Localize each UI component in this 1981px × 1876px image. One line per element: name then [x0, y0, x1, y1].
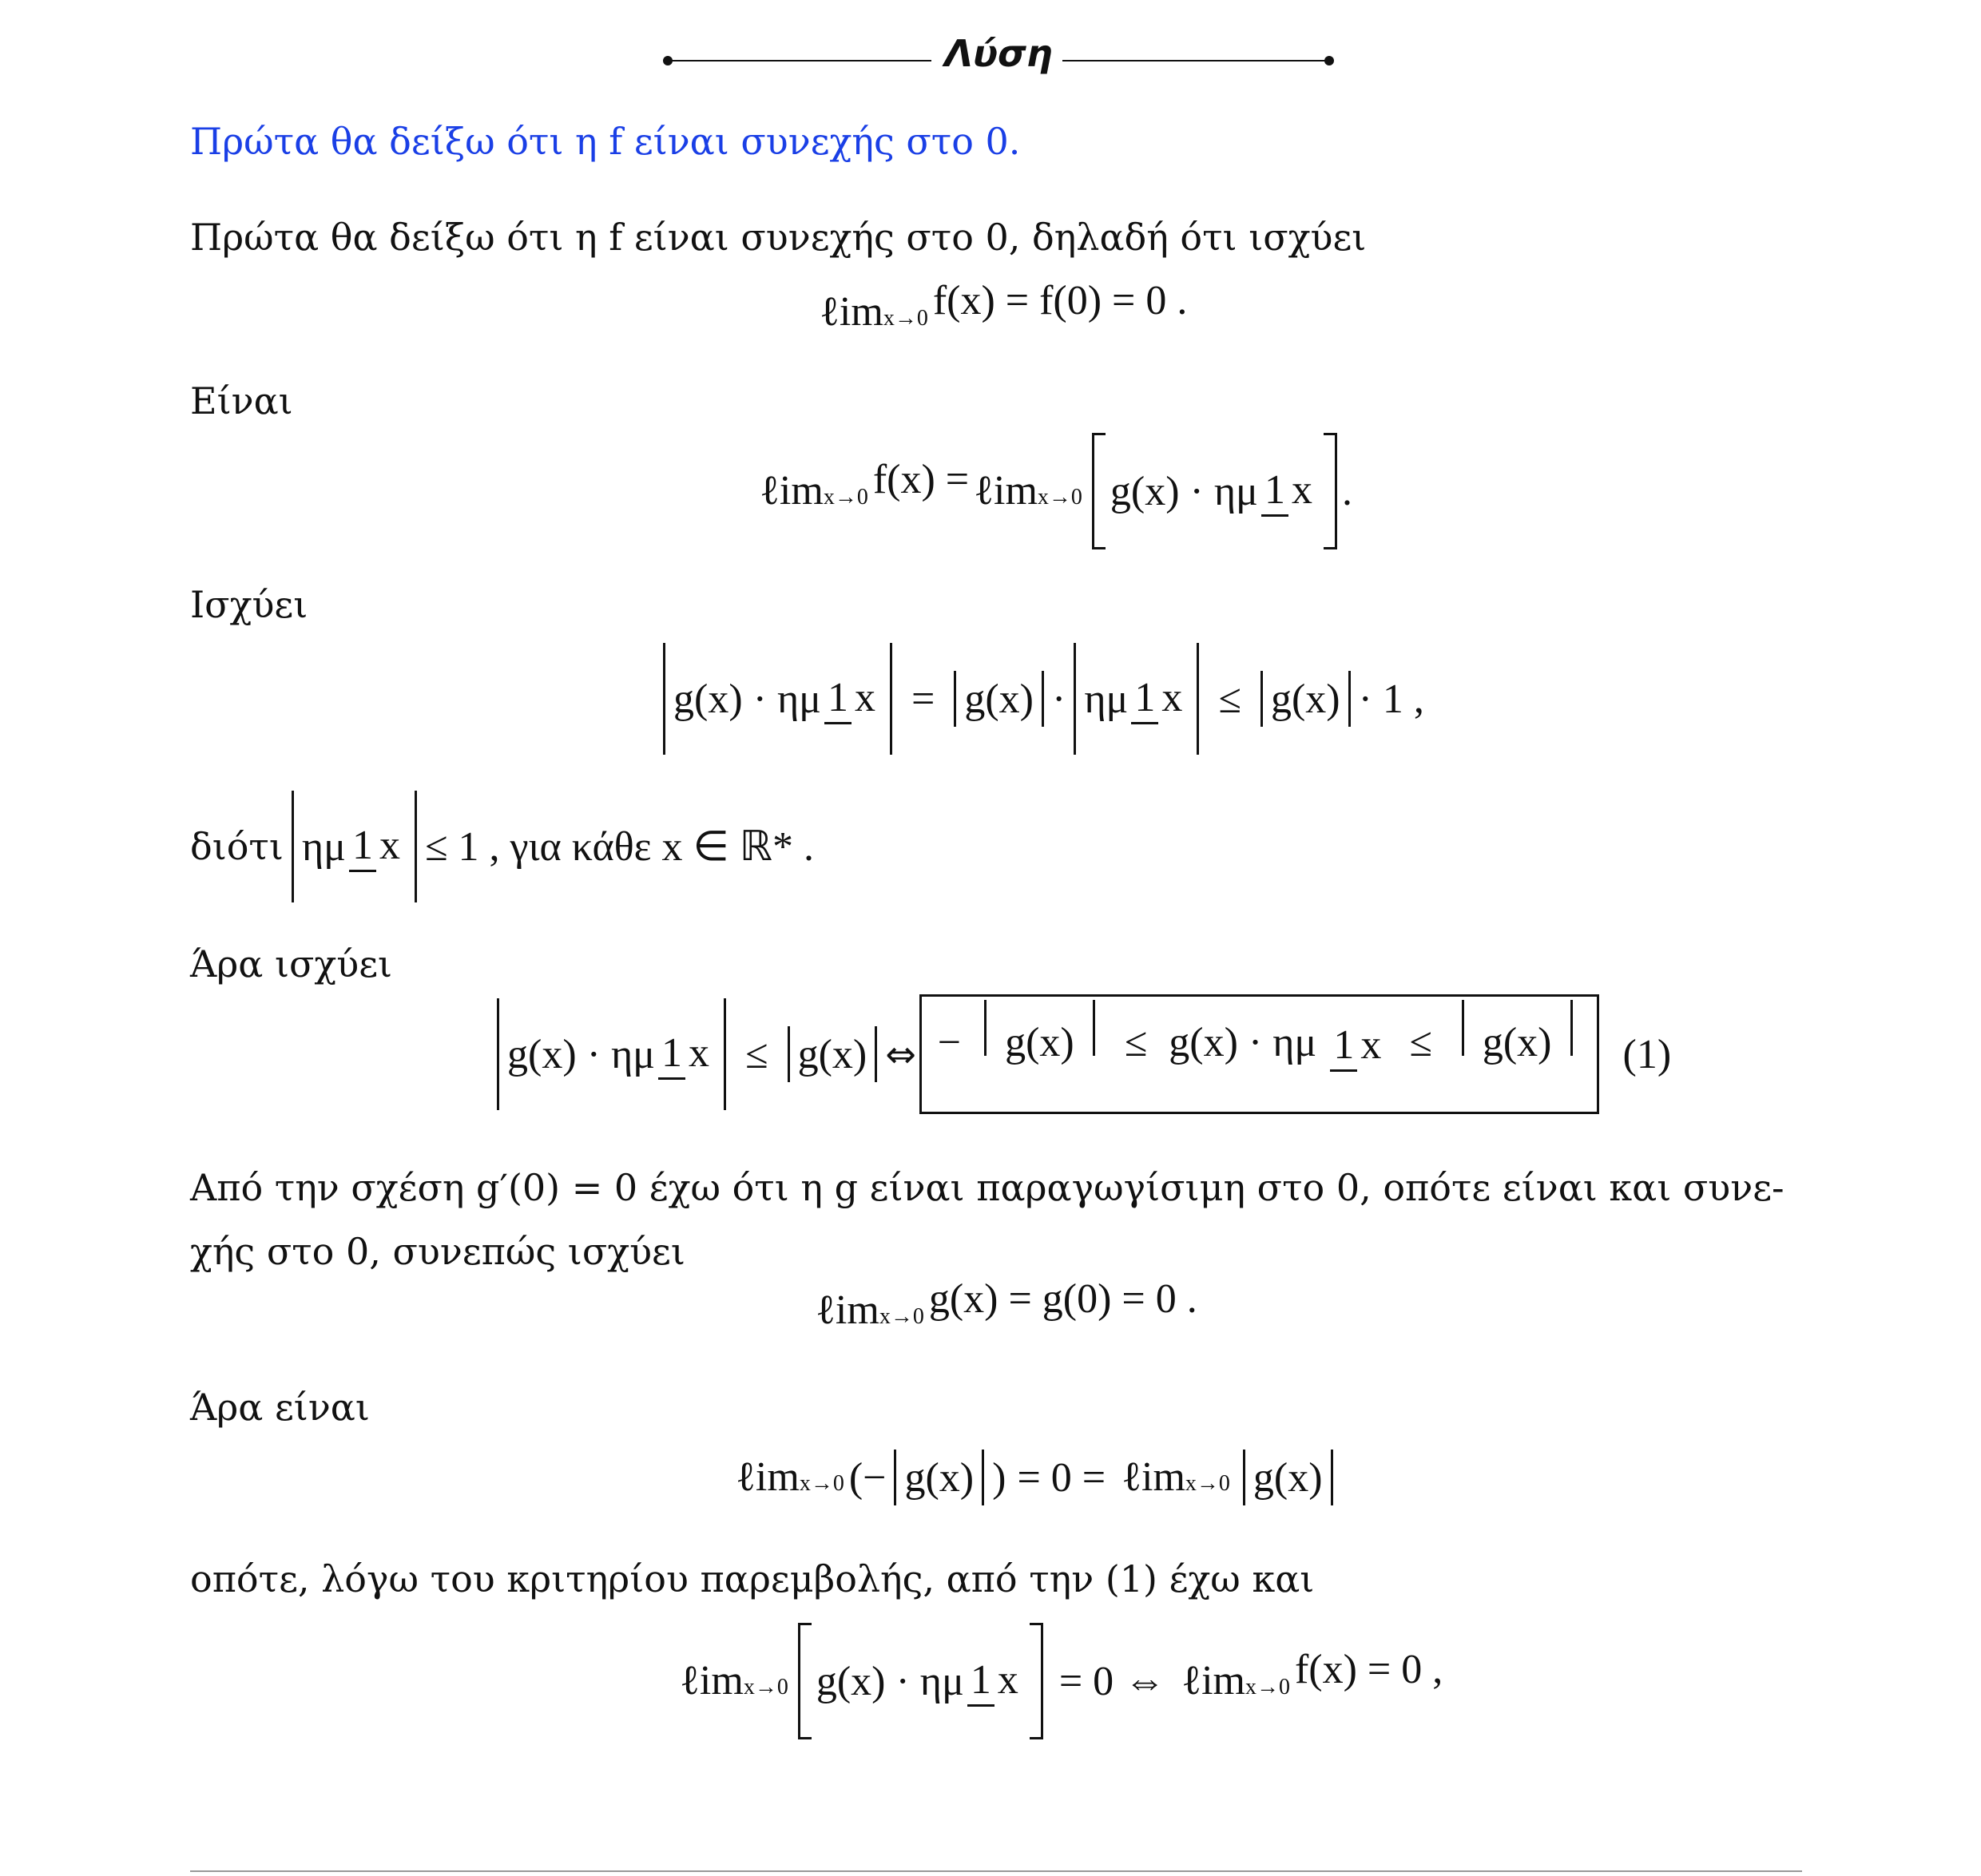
equals-zero-equals: = 0 = — [1017, 1454, 1106, 1501]
header-right-rule — [1062, 60, 1328, 61]
abs-bar — [1093, 1000, 1095, 1056]
abs-bar — [1197, 643, 1199, 755]
equation-limit-f — [815, 277, 1188, 335]
right-bracket — [1324, 433, 1337, 549]
fraction-1-over-x: 1 x — [1261, 466, 1316, 517]
eta: ημ — [301, 823, 346, 870]
equation-limit-g — [811, 1275, 1197, 1333]
abs-bar — [982, 1450, 984, 1505]
limit-operator: ℓimx→0 — [1122, 1454, 1230, 1500]
abs-bar — [1331, 1450, 1333, 1505]
abs-bar — [497, 998, 499, 1110]
abs-bar — [415, 791, 417, 902]
right-bracket — [1030, 1623, 1043, 1739]
eta: ημ — [1084, 676, 1129, 722]
limit-operator: ℓimx→0 — [974, 468, 1082, 514]
limit-operator: ℓimx→0 — [736, 1454, 844, 1500]
g-of-x: g(x) — [1482, 1020, 1552, 1065]
limit-operator: ℓimx→0 — [816, 1287, 924, 1333]
g-of-x: g(x) — [904, 1454, 975, 1501]
paragraph-6a: Από την σχέση g′(0) = 0 έχω ότι η g είναι παραγωγίσιμη στο 0, οπότε είναι και συνε- — [190, 1166, 1784, 1209]
limit-operator: ℓimx→0 — [680, 1658, 788, 1703]
fraction-1-over-x: 1 x — [1330, 1021, 1384, 1072]
left-bracket — [1092, 433, 1106, 549]
g-of-x: g(x) — [1005, 1020, 1074, 1065]
g-times-eta: g(x) · ημ — [1110, 468, 1258, 514]
g-times-eta: g(x) · ημ — [673, 676, 822, 722]
fraction-1-over-x: 1 x — [658, 1029, 713, 1080]
paragraph-1: Πρώτα θα δείξω ότι η f είναι συνεχής στο 0, δηλαδή ότι ισχύει — [190, 216, 1367, 259]
limit-operator: ℓimx→0 — [820, 289, 928, 335]
iff-symbol: ⇔ — [885, 1033, 916, 1076]
fraction-1-over-x: 1 x — [967, 1656, 1022, 1707]
equals-zero-iff: = 0 ⇔ — [1058, 1658, 1166, 1704]
boxed-inequality — [919, 994, 1599, 1114]
because-line — [190, 787, 814, 906]
leq: ≤ — [1124, 1020, 1148, 1065]
g-times-eta: g(x) · ημ — [816, 1658, 964, 1704]
period: . — [1341, 468, 1352, 514]
leq: ≤ — [1218, 676, 1241, 722]
abs-bar — [1042, 671, 1044, 727]
bottom-divider — [190, 1870, 1802, 1872]
leq: ≤ — [1409, 1020, 1432, 1065]
times-one: · 1 , — [1358, 676, 1424, 722]
abs-bar — [954, 671, 956, 727]
paragraph-2: Είναι — [190, 379, 293, 422]
header-title: Λύση — [944, 32, 1053, 75]
because-word: διότι — [190, 825, 284, 868]
intro-statement: Πρώτα θα δείξω ότι η f είναι συνεχής στο 0. — [190, 120, 1021, 163]
abs-bar — [788, 1026, 790, 1082]
left-bracket — [798, 1623, 812, 1739]
abs-bar — [663, 643, 665, 755]
abs-bar — [1260, 671, 1263, 727]
abs-bar — [984, 1000, 987, 1056]
abs-bar — [1243, 1450, 1245, 1505]
fraction-1-over-x: 1 x — [824, 674, 879, 724]
g-of-x: g(x) — [964, 676, 1034, 722]
paragraph-5: Άρα ισχύει — [190, 942, 393, 986]
equation-final-limit — [675, 1621, 1443, 1741]
equation-body: g(x) = g(0) = 0 . — [928, 1275, 1197, 1322]
paragraph-3: Ισχύει — [190, 583, 308, 626]
dot: · — [1052, 676, 1066, 722]
fraction-1-over-x: 1 x — [1131, 674, 1185, 724]
paragraph-6b: χής στο 0, συνεπώς ισχύει — [190, 1230, 685, 1273]
lhs-fx: f(x) = — [872, 456, 970, 502]
abs-bar — [894, 1450, 896, 1505]
limit-operator: ℓimx→0 — [760, 468, 868, 514]
open-paren-minus: (− — [848, 1454, 887, 1501]
close-paren: ) — [992, 1454, 1006, 1501]
abs-bar — [1570, 1000, 1573, 1056]
header-right-dot — [1324, 56, 1334, 65]
abs-bar — [890, 643, 892, 755]
g-of-x: g(x) — [1253, 1454, 1323, 1501]
minus: − — [937, 1020, 962, 1065]
equation-limit-product — [755, 431, 1352, 551]
equation-sandwich — [489, 994, 1671, 1114]
g-of-x: g(x) — [1270, 676, 1340, 722]
abs-bar — [875, 1026, 877, 1082]
abs-bar — [1348, 671, 1351, 727]
equation-abs-inequality — [655, 639, 1424, 759]
g-of-x: g(x) — [797, 1031, 867, 1077]
bound-for-all-x: ≤ 1 , για κάθε x ∈ ℝ* . — [425, 824, 814, 870]
paragraph-8: οπότε, λόγω του κριτηρίου παρεμβολής, από την (1) έχω και — [190, 1557, 1315, 1600]
abs-bar — [1074, 643, 1076, 755]
g-times-eta: g(x) · ημ — [507, 1031, 656, 1077]
abs-bar — [292, 791, 294, 902]
equals: = — [911, 676, 935, 722]
leq: ≤ — [745, 1031, 768, 1077]
solution-header — [663, 32, 1334, 88]
limit-operator: ℓimx→0 — [1181, 1658, 1290, 1703]
equation-body: f(x) = f(0) = 0 . — [932, 277, 1188, 323]
equation-limits-abs-g — [731, 1442, 1341, 1513]
paragraph-7: Άρα είναι — [190, 1386, 370, 1429]
f-limit-zero: f(x) = 0 , — [1294, 1646, 1443, 1692]
fraction-1-over-x: 1 x — [349, 822, 403, 872]
abs-bar — [1462, 1000, 1464, 1056]
g-times-eta: g(x) · ημ — [1169, 1020, 1317, 1065]
abs-bar — [724, 998, 726, 1110]
equation-label: (1) — [1622, 1031, 1672, 1077]
